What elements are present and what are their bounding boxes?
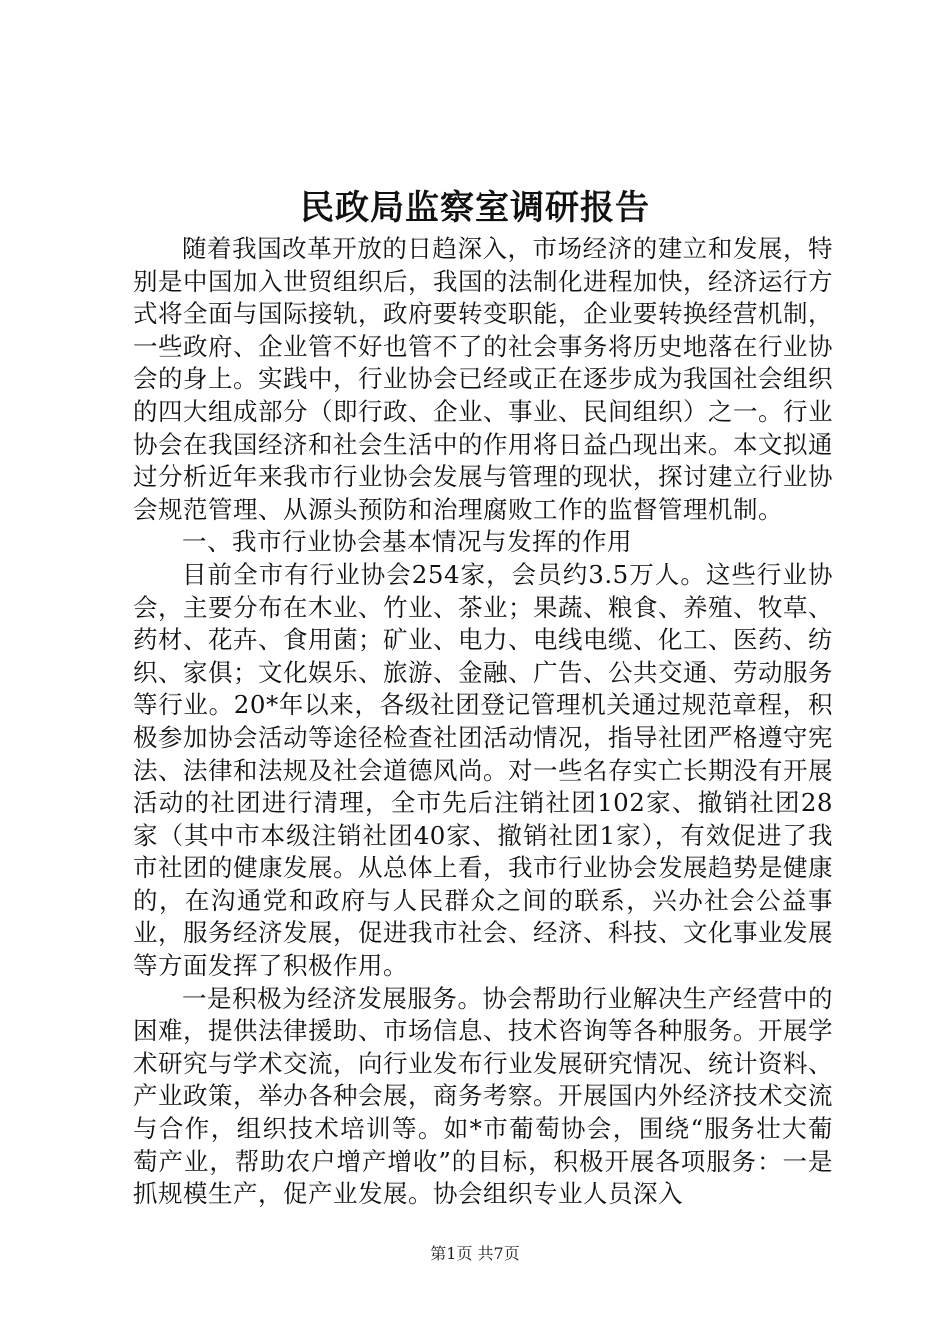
paragraph-overview: 目前全市有行业协会254家，会员约3.5万人。这些行业协会，主要分布在木业、竹业、茶业；果蔬、粮食、养殖、牧草、药材、花卉、食用菌；矿业、电力、电线电缆、化工、医药、纺织、家俱；文化娱乐、旅游、金融、广告、公共交通、劳动服务等行业。20*年以来，各级社团登记管理机关通过规范章程，积极参加协会活动等途径检查社团活动情况，指导社团严格遵守宪法、法律和法规及社会道德风尚。对一些名存实亡长期没有开展活动的社团进行清理，全市先后注销社团102家、撤销社团28家（其中市本级注销社团40家、撤销社团1家），有效促进了我市社团的健康发展。从总体上看，我市行业协会发展趋势是健康的，在沟通党和政府与人民群众之间的联系，兴办社会公益事业，服务经济发展，促进我市社会、经济、科技、文化事业发展等方面发挥了积极作用。 [133,559,833,981]
document-title: 民政局监察室调研报告 [300,188,650,228]
paragraph-economic-service: 一是积极为经济发展服务。协会帮助行业解决生产经营中的困难，提供法律援助、市场信息、技术咨询等各种服务。开展学术研究与学术交流，向行业发布行业发展研究情况、统计资料、产业政策，举办各种会展，商务考察。开展国内外经济技术交流与合作，组织技术培训等。如*市葡萄协会，围绕“服务壮大葡萄产业，帮助农户增产增收”的目标，积极开展各项服务：一是抓规模生产，促产业发展。协会组织专业人员深入 [133,983,833,1209]
document-body [133,233,833,1211]
section-heading: 一、我市行业协会基本情况与发挥的作用 [182,527,632,557]
page-indicator: 第1页 共7页 [430,1244,520,1263]
paragraph-intro: 随着我国改革开放的日趋深入，市场经济的建立和发展，特别是中国加入世贸组织后，我国的法制化进程加快，经济运行方式将全面与国际接轨，政府要转变职能，企业要转换经营机制，一些政府、企业管不好也管不了的社会事务将历史地落在行业协会的身上。实践中，行业协会已经或正在逐步成为我国社会组织的四大组成部分（即行政、企业、事业、民间组织）之一。行业协会在我国经济和社会生活中的作用将日益凸现出来。本文拟通过分析近年来我市行业协会发展与管理的现状，探讨建立行业协会规范管理、从源头预防和治理腐败工作的监督管理机制。 [133,234,833,524]
